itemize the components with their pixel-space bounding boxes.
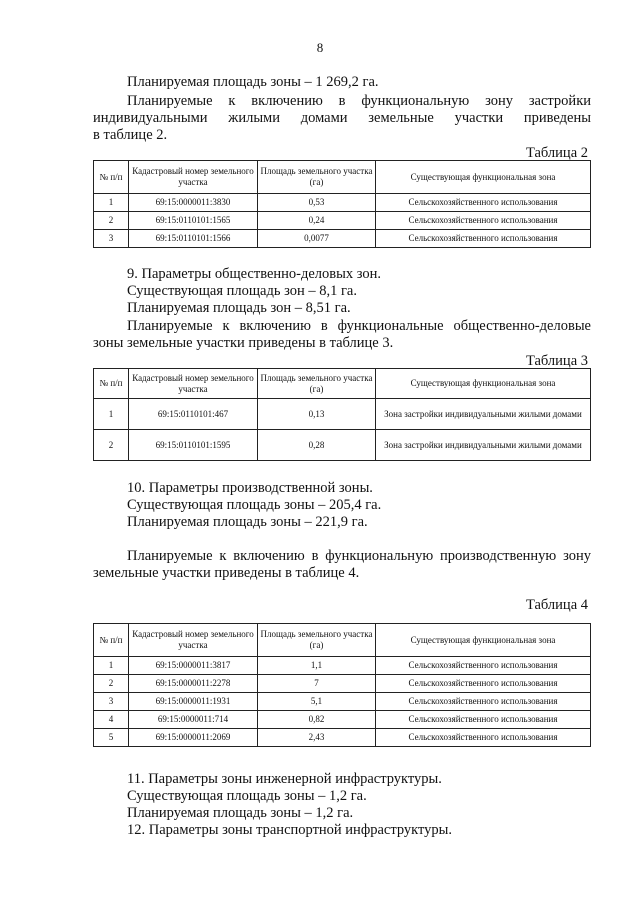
column-header: Площадь земельного участка (га): [258, 369, 376, 399]
table-cell: Сельскохозяйственного использования: [376, 230, 591, 248]
table-cell: 7: [258, 675, 376, 693]
table-cell: 69:15:0000011:2278: [129, 675, 258, 693]
column-header: Кадастровый номер земельного участка: [129, 161, 258, 194]
column-header: Существующая функциональная зона: [376, 161, 591, 194]
table-cell: 3: [94, 693, 129, 711]
table-caption: Таблица 2: [525, 145, 588, 161]
table-cell: Сельскохозяйственного использования: [376, 212, 591, 230]
table-cell: 69:15:0110101:1566: [129, 230, 258, 248]
table-cell: 1: [94, 194, 129, 212]
table-cell: Сельскохозяйственного использования: [376, 675, 591, 693]
table-cell: 2,43: [258, 729, 376, 747]
table-cell: 69:15:0110101:1565: [129, 212, 258, 230]
page-number: 8: [316, 40, 324, 55]
table-cell: 69:15:0000011:3830: [129, 194, 258, 212]
column-header: № п/п: [94, 624, 129, 657]
column-header: Кадастровый номер земельного участка: [129, 369, 258, 399]
table-row: [94, 675, 591, 693]
table-row: [94, 729, 591, 747]
table-cell: 69:15:0000011:1931: [129, 693, 258, 711]
table-cell: 1: [94, 657, 129, 675]
planned-area-text: Планируемая площадь зон – 8,51 га.: [127, 300, 351, 316]
table-cell: Зона застройки индивидуальными жилыми домами: [376, 399, 591, 430]
table-cell: 0,13: [258, 399, 376, 430]
table-caption: Таблица 4: [525, 597, 588, 613]
table-caption: Таблица 3: [525, 353, 588, 369]
table-cell: Зона застройки индивидуальными жилыми домами: [376, 430, 591, 461]
table-cell: 4: [94, 711, 129, 729]
table-4: [93, 623, 591, 747]
table-cell: 0,82: [258, 711, 376, 729]
table-cell: Сельскохозяйственного использования: [376, 693, 591, 711]
column-header: № п/п: [94, 369, 129, 399]
table-cell: Сельскохозяйственного использования: [376, 711, 591, 729]
table-row: [94, 711, 591, 729]
paragraph-line: индивидуальными жилыми домами земельные участки приведены: [93, 110, 591, 126]
table-row: [94, 194, 591, 212]
table-row: [94, 430, 591, 461]
paragraph-line: в таблице 2.: [93, 127, 168, 143]
table-3: [93, 368, 591, 461]
paragraph-line: земельные участки приведены в таблице 4.: [93, 565, 360, 581]
table-cell: 69:15:0000011:2069: [129, 729, 258, 747]
table-cell: 2: [94, 430, 129, 461]
table-cell: 0,53: [258, 194, 376, 212]
paragraph-line: Планируемые к включению в функциональную зону застройки: [127, 93, 591, 109]
table-cell: 5,1: [258, 693, 376, 711]
paragraph-line: Планируемые к включению в функциональную производственную зону: [127, 548, 591, 564]
table-cell: 69:15:0110101:467: [129, 399, 258, 430]
table-cell: 69:15:0110101:1595: [129, 430, 258, 461]
table-cell: 1: [94, 399, 129, 430]
existing-area-text: Существующая площадь зоны – 1,2 га.: [127, 788, 367, 804]
column-header: № п/п: [94, 161, 129, 194]
column-header: Площадь земельного участка (га): [258, 624, 376, 657]
planned-area-text: Планируемая площадь зоны – 1 269,2 га.: [127, 74, 379, 90]
table-header-row: [94, 161, 591, 194]
table-cell: Сельскохозяйственного использования: [376, 194, 591, 212]
table-header-row: [94, 624, 591, 657]
planned-area-text: Планируемая площадь зоны – 1,2 га.: [127, 805, 354, 821]
column-header: Площадь земельного участка (га): [258, 161, 376, 194]
table-2: [93, 160, 591, 248]
table-cell: 1,1: [258, 657, 376, 675]
column-header: Существующая функциональная зона: [376, 369, 591, 399]
section-heading: 10. Параметры производственной зоны.: [127, 480, 373, 496]
table-cell: 5: [94, 729, 129, 747]
existing-area-text: Существующая площадь зоны – 205,4 га.: [127, 497, 382, 513]
table-cell: 3: [94, 230, 129, 248]
table-cell: 69:15:0000011:714: [129, 711, 258, 729]
table-row: [94, 693, 591, 711]
table-row: [94, 657, 591, 675]
section-heading: 11. Параметры зоны инженерной инфраструктуры.: [127, 771, 442, 787]
column-header: Существующая функциональная зона: [376, 624, 591, 657]
table-row: [94, 212, 591, 230]
table-cell: 0,28: [258, 430, 376, 461]
planned-area-text: Планируемая площадь зоны – 221,9 га.: [127, 514, 368, 530]
column-header: Кадастровый номер земельного участка: [129, 624, 258, 657]
table-cell: 69:15:0000011:3817: [129, 657, 258, 675]
paragraph-line: Планируемые к включению в функциональные общественно-деловые: [127, 318, 591, 334]
table-cell: 0,0077: [258, 230, 376, 248]
section-heading: 9. Параметры общественно-деловых зон.: [127, 266, 382, 282]
section-heading: 12. Параметры зоны транспортной инфраструктуры.: [127, 822, 453, 838]
table-row: [94, 230, 591, 248]
paragraph-line: зоны земельные участки приведены в таблице 3.: [93, 335, 394, 351]
existing-area-text: Существующая площадь зон – 8,1 га.: [127, 283, 357, 299]
table-cell: 0,24: [258, 212, 376, 230]
table-cell: Сельскохозяйственного использования: [376, 729, 591, 747]
table-cell: 2: [94, 212, 129, 230]
table-header-row: [94, 369, 591, 399]
table-cell: 2: [94, 675, 129, 693]
table-row: [94, 399, 591, 430]
table-cell: Сельскохозяйственного использования: [376, 657, 591, 675]
